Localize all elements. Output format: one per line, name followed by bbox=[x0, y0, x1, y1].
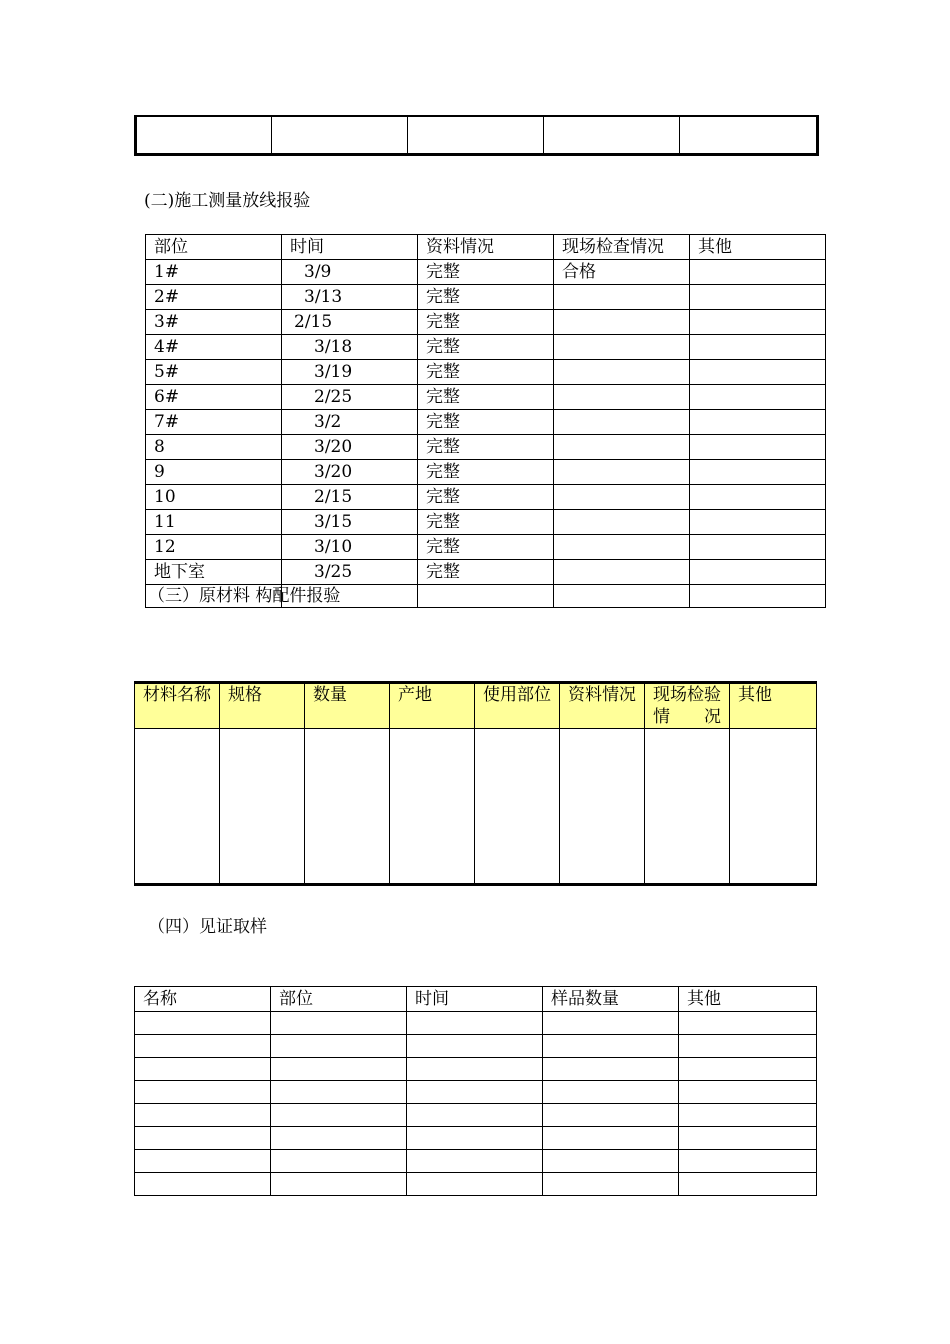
table-cell-other bbox=[690, 410, 826, 435]
table-cell bbox=[135, 1173, 271, 1196]
table-cell-time: 2/15 bbox=[282, 310, 418, 335]
table-row bbox=[146, 410, 826, 435]
table-cell bbox=[543, 1104, 679, 1127]
materials-inspection-table bbox=[134, 681, 817, 886]
table-cell-check bbox=[554, 385, 690, 410]
table-cell bbox=[544, 116, 680, 155]
header-cell: 其他 bbox=[730, 683, 817, 729]
table-row bbox=[135, 1035, 817, 1058]
header-cell: 名称 bbox=[135, 987, 271, 1012]
table-cell bbox=[679, 1058, 817, 1081]
table-cell-docs: 完整 bbox=[418, 310, 554, 335]
table-cell-time: 3/13 bbox=[282, 285, 418, 310]
table-row bbox=[146, 335, 826, 360]
table-cell bbox=[220, 729, 305, 885]
table-cell-check bbox=[554, 335, 690, 360]
table-row bbox=[146, 360, 826, 385]
table-cell-check bbox=[554, 410, 690, 435]
header-cell: 数量 bbox=[305, 683, 390, 729]
header-cell: 部位 bbox=[146, 235, 282, 260]
table-row bbox=[146, 310, 826, 335]
table-cell bbox=[543, 1035, 679, 1058]
table-row bbox=[146, 260, 826, 285]
table-cell-other bbox=[690, 335, 826, 360]
table-cell-time: 3/9 bbox=[282, 260, 418, 285]
table-row bbox=[135, 1081, 817, 1104]
table-row bbox=[146, 485, 826, 510]
table-cell-other bbox=[690, 360, 826, 385]
header-cell: 资料情况 bbox=[418, 235, 554, 260]
table-cell bbox=[690, 585, 826, 608]
table-cell-other bbox=[690, 560, 826, 585]
table-row bbox=[135, 1150, 817, 1173]
table-cell bbox=[407, 1173, 543, 1196]
table-cell bbox=[543, 1173, 679, 1196]
table-cell-docs: 完整 bbox=[418, 335, 554, 360]
table-cell-part: 2# bbox=[146, 285, 282, 310]
header-cell: 现场检验情况 bbox=[645, 683, 730, 729]
table-cell bbox=[543, 1081, 679, 1104]
table-cell-time: 3/25 bbox=[282, 560, 418, 585]
table-cell bbox=[135, 1104, 271, 1127]
table-cell-docs: 完整 bbox=[418, 460, 554, 485]
table-row bbox=[146, 510, 826, 535]
table-cell-part: 7# bbox=[146, 410, 282, 435]
table-cell-docs: 完整 bbox=[418, 285, 554, 310]
table-cell bbox=[271, 1058, 407, 1081]
table-cell-time: 3/2 bbox=[282, 410, 418, 435]
table-cell-part: 3# bbox=[146, 310, 282, 335]
table-cell-other bbox=[690, 460, 826, 485]
table-row bbox=[146, 535, 826, 560]
table-cell-part: 5# bbox=[146, 360, 282, 385]
table-cell-part: 9 bbox=[146, 460, 282, 485]
survey-inspection-table bbox=[145, 234, 826, 608]
table-cell bbox=[679, 1127, 817, 1150]
table-cell bbox=[135, 1150, 271, 1173]
table-cell-check bbox=[554, 460, 690, 485]
table-cell-part: 地下室 bbox=[146, 560, 282, 585]
table-cell-time: 3/15 bbox=[282, 510, 418, 535]
table-cell-docs: 完整 bbox=[418, 410, 554, 435]
table-row bbox=[146, 385, 826, 410]
table-cell bbox=[543, 1127, 679, 1150]
table-cell bbox=[136, 116, 272, 155]
table-cell-docs: 完整 bbox=[418, 360, 554, 385]
section-heading-materials: （三）原材料 构配件报验 bbox=[148, 586, 341, 606]
table-cell bbox=[135, 1127, 271, 1150]
table-header-row bbox=[135, 683, 817, 729]
table-cell-check bbox=[554, 285, 690, 310]
table-cell bbox=[679, 1104, 817, 1127]
table-cell bbox=[679, 1012, 817, 1035]
table-cell-docs: 完整 bbox=[418, 535, 554, 560]
table-cell bbox=[407, 1058, 543, 1081]
table-row bbox=[135, 729, 817, 885]
table-cell bbox=[407, 1150, 543, 1173]
table-header-row bbox=[146, 235, 826, 260]
header-cell: 材料名称 bbox=[135, 683, 220, 729]
table-cell bbox=[679, 1035, 817, 1058]
table-row bbox=[135, 1012, 817, 1035]
table-cell bbox=[135, 1012, 271, 1035]
table-cell-other bbox=[690, 285, 826, 310]
table-cell bbox=[645, 729, 730, 885]
table-cell bbox=[560, 729, 645, 885]
table-cell bbox=[543, 1012, 679, 1035]
table-row bbox=[146, 285, 826, 310]
header-cell: 其他 bbox=[690, 235, 826, 260]
table-cell-check bbox=[554, 310, 690, 335]
table-cell-time: 3/18 bbox=[282, 335, 418, 360]
header-cell: 使用部位 bbox=[475, 683, 560, 729]
header-cell: 规格 bbox=[220, 683, 305, 729]
table-cell-part: 12 bbox=[146, 535, 282, 560]
table-header-row bbox=[135, 987, 817, 1012]
table-row bbox=[136, 116, 818, 155]
table-cell-other bbox=[690, 535, 826, 560]
table-cell bbox=[679, 1081, 817, 1104]
table-cell bbox=[271, 1127, 407, 1150]
table-row bbox=[135, 1127, 817, 1150]
header-cell: 产地 bbox=[390, 683, 475, 729]
table-cell-part: 10 bbox=[146, 485, 282, 510]
table-cell-time: 3/10 bbox=[282, 535, 418, 560]
table-cell-part: 8 bbox=[146, 435, 282, 460]
table-cell-docs: 完整 bbox=[418, 485, 554, 510]
table-cell-docs: 完整 bbox=[418, 560, 554, 585]
section-heading-witness-sampling: （四）见证取样 bbox=[148, 917, 267, 937]
table-cell bbox=[407, 1035, 543, 1058]
table-cell bbox=[305, 729, 390, 885]
table-cell-time: 3/20 bbox=[282, 435, 418, 460]
table-row bbox=[135, 1058, 817, 1081]
header-cell: 部位 bbox=[271, 987, 407, 1012]
table-cell bbox=[554, 585, 690, 608]
table-cell bbox=[135, 729, 220, 885]
header-cell: 现场检查情况 bbox=[554, 235, 690, 260]
table-cell-check bbox=[554, 485, 690, 510]
table-cell-other bbox=[690, 435, 826, 460]
table-cell-part: 11 bbox=[146, 510, 282, 535]
table-row bbox=[146, 435, 826, 460]
witness-sampling-table bbox=[134, 986, 817, 1196]
table-cell-time: 2/15 bbox=[282, 485, 418, 510]
table-cell-time: 2/25 bbox=[282, 385, 418, 410]
table-cell bbox=[271, 1173, 407, 1196]
table-cell bbox=[679, 1150, 817, 1173]
table-row bbox=[135, 1104, 817, 1127]
header-cell: 时间 bbox=[282, 235, 418, 260]
table-cell bbox=[271, 1081, 407, 1104]
section-heading-survey: (二)施工测量放线报验 bbox=[144, 191, 311, 211]
table-cell bbox=[408, 116, 544, 155]
previous-table-tail bbox=[134, 115, 819, 156]
table-cell bbox=[407, 1127, 543, 1150]
table-cell bbox=[271, 1035, 407, 1058]
table-row bbox=[135, 1173, 817, 1196]
table-cell bbox=[543, 1150, 679, 1173]
table-cell-other bbox=[690, 385, 826, 410]
table-cell-check bbox=[554, 360, 690, 385]
table-cell-docs: 完整 bbox=[418, 385, 554, 410]
table-cell bbox=[679, 1173, 817, 1196]
table-cell-check: 合格 bbox=[554, 260, 690, 285]
table-cell bbox=[272, 116, 408, 155]
table-cell bbox=[135, 1058, 271, 1081]
table-cell bbox=[543, 1058, 679, 1081]
table-cell bbox=[271, 1012, 407, 1035]
table-cell bbox=[135, 1081, 271, 1104]
header-cell: 时间 bbox=[407, 987, 543, 1012]
table-cell-check bbox=[554, 560, 690, 585]
table-cell bbox=[407, 1012, 543, 1035]
table-cell bbox=[418, 585, 554, 608]
header-cell: 资料情况 bbox=[560, 683, 645, 729]
table-cell-check bbox=[554, 435, 690, 460]
table-cell-docs: 完整 bbox=[418, 260, 554, 285]
table-cell bbox=[271, 1104, 407, 1127]
table-cell-other bbox=[690, 310, 826, 335]
table-cell-check bbox=[554, 510, 690, 535]
table-cell-other bbox=[690, 485, 826, 510]
table-cell bbox=[407, 1081, 543, 1104]
table-cell-part: 1# bbox=[146, 260, 282, 285]
table-cell-part: 4# bbox=[146, 335, 282, 360]
table-cell-time: 3/20 bbox=[282, 460, 418, 485]
table-cell bbox=[390, 729, 475, 885]
table-cell bbox=[135, 1035, 271, 1058]
table-cell-time: 3/19 bbox=[282, 360, 418, 385]
table-cell bbox=[730, 729, 817, 885]
table-cell bbox=[475, 729, 560, 885]
header-cell: 其他 bbox=[679, 987, 817, 1012]
header-cell: 样品数量 bbox=[543, 987, 679, 1012]
table-cell bbox=[680, 116, 818, 155]
table-cell-check bbox=[554, 535, 690, 560]
table-cell bbox=[407, 1104, 543, 1127]
table-cell-part: 6# bbox=[146, 385, 282, 410]
table-row bbox=[146, 460, 826, 485]
table-cell-docs: 完整 bbox=[418, 435, 554, 460]
table-cell-docs: 完整 bbox=[418, 510, 554, 535]
table-cell-other bbox=[690, 260, 826, 285]
table-cell bbox=[271, 1150, 407, 1173]
table-cell-other bbox=[690, 510, 826, 535]
